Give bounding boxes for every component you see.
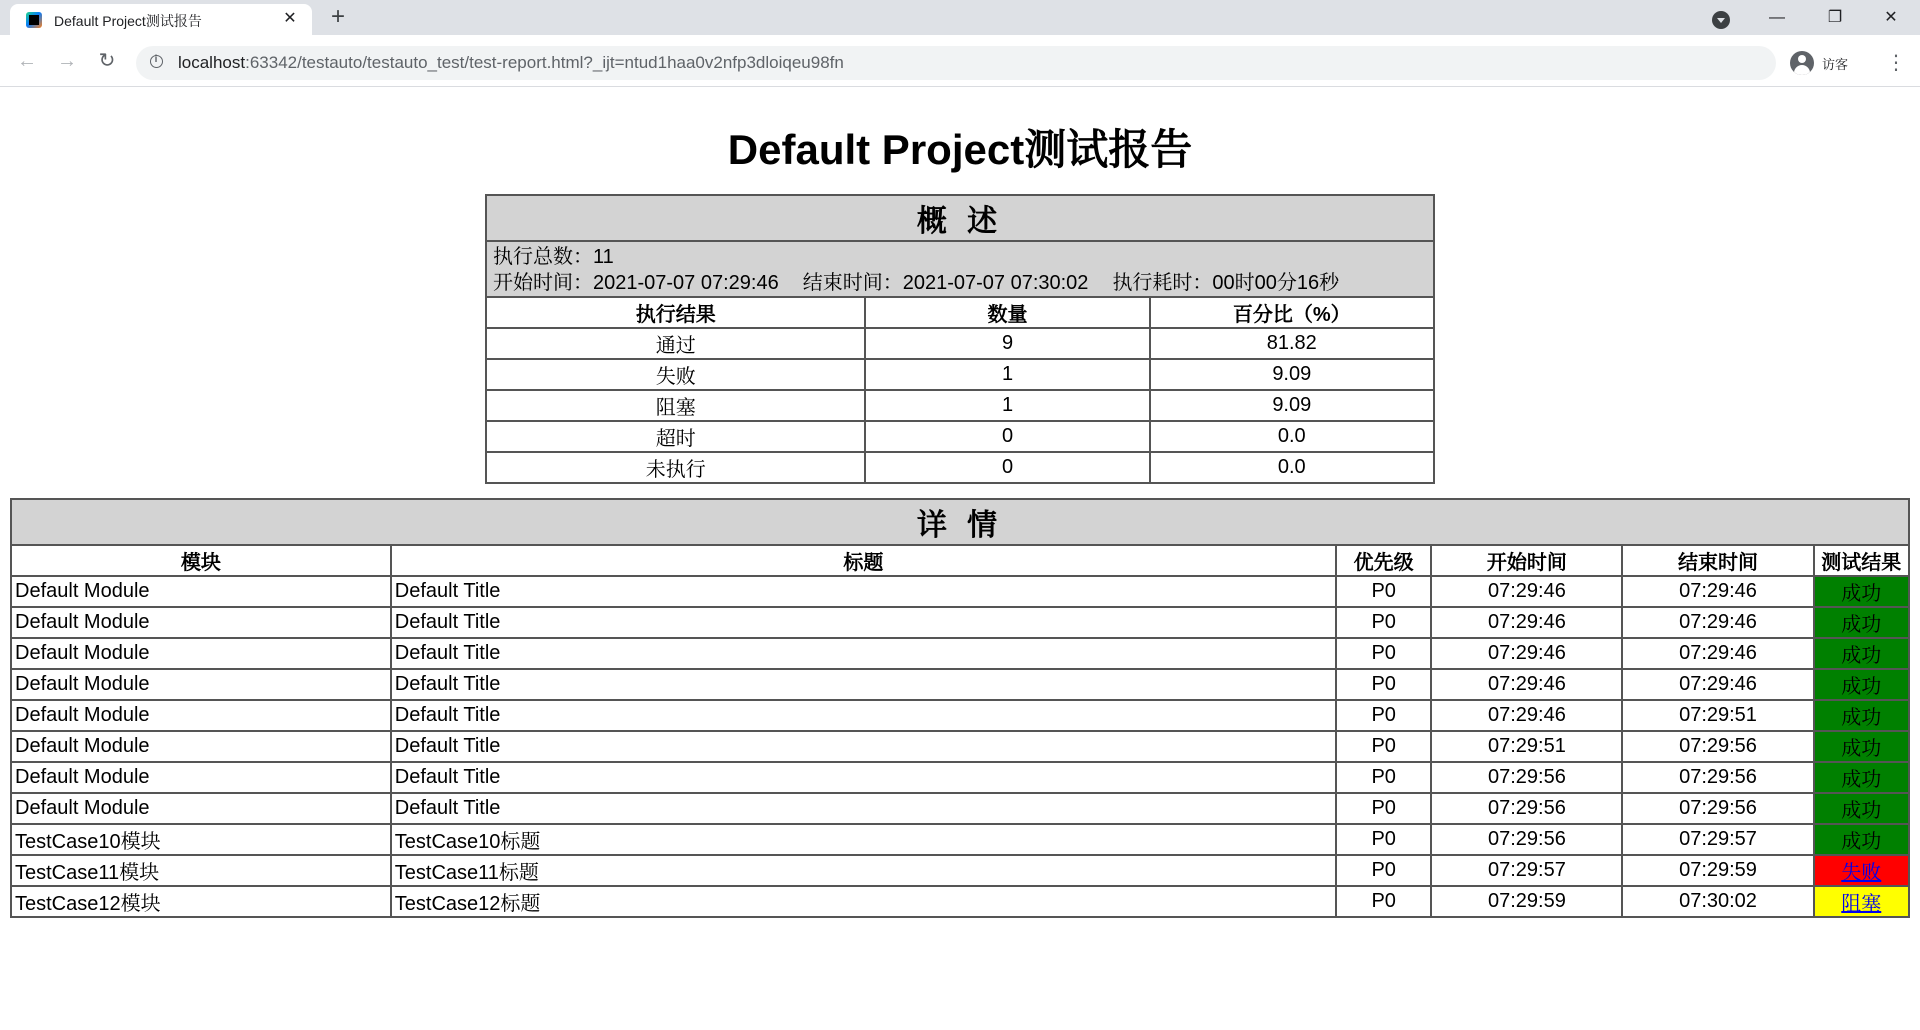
detail-priority: P0 [1336,824,1431,855]
detail-module: Default Module [11,669,391,700]
summary-header-result: 执行结果 [486,297,865,328]
detail-end-time: 07:29:46 [1622,576,1813,607]
detail-title: TestCase10标题 [391,824,1336,855]
minimize-button[interactable]: — [1769,9,1785,26]
summary-row [486,452,1434,483]
tab-strip [0,0,1920,35]
detail-result: 成功 [1814,638,1909,669]
restore-button[interactable]: ❐ [1827,9,1843,26]
report-title: Default Project测试报告 [727,126,1193,173]
detail-title: Default Title [391,700,1336,731]
detail-title: Default Title [391,638,1336,669]
detail-header-module: 模块 [11,545,391,576]
detail-priority: P0 [1336,855,1431,886]
close-tab-icon[interactable]: ✕ [283,10,297,27]
detail-row [11,824,1909,855]
detail-row [11,855,1909,886]
detail-module: Default Module [11,793,391,824]
detail-start-time: 07:29:46 [1431,638,1622,669]
summary-percent: 81.82 [1150,328,1434,359]
detail-result [1814,886,1909,917]
window-close-button[interactable]: ✕ [1884,9,1898,26]
detail-row [11,731,1909,762]
detail-row [11,576,1909,607]
detail-title: Default Title [391,731,1336,762]
detail-result: 成功 [1814,669,1909,700]
summary-count: 0 [865,452,1149,483]
detail-result: 成功 [1814,731,1909,762]
detail-end-time: 07:29:46 [1622,638,1813,669]
detail-title: Default Title [391,669,1336,700]
detail-start-time: 07:29:59 [1431,886,1622,917]
result-link[interactable]: 失败 [1841,862,1882,884]
summary-row [486,421,1434,452]
summary-table [485,194,1435,484]
detail-end-time: 07:29:56 [1622,731,1813,762]
new-tab-button[interactable]: + [330,3,345,30]
detail-module: Default Module [11,762,391,793]
summary-caption: 概 述 [486,195,1434,241]
detail-title: Default Title [391,762,1336,793]
detail-title: Default Title [391,793,1336,824]
detail-module: TestCase12模块 [11,886,391,917]
detail-priority: P0 [1336,886,1431,917]
end-time: 结束时间：2021-07-07 07:30:02 [802,272,1089,294]
summary-percent: 0.0 [1150,452,1434,483]
detail-result: 成功 [1814,824,1909,855]
detail-start-time: 07:29:56 [1431,824,1622,855]
summary-result: 失败 [486,359,865,390]
summary-percent: 9.09 [1150,359,1434,390]
detail-priority: P0 [1336,669,1431,700]
detail-end-time: 07:29:46 [1622,669,1813,700]
summary-percent: 9.09 [1150,390,1434,421]
pycharm-favicon-icon [26,12,42,28]
detail-header-priority: 优先级 [1336,545,1431,576]
summary-row [486,328,1434,359]
address-bar[interactable] [136,46,1776,80]
detail-title: TestCase12标题 [391,886,1336,917]
detail-result: 成功 [1814,607,1909,638]
detail-result: 成功 [1814,793,1909,824]
detail-end-time: 07:29:46 [1622,607,1813,638]
detail-header-result: 测试结果 [1814,545,1909,576]
detail-module: Default Module [11,700,391,731]
tab-search-icon[interactable] [1712,11,1730,29]
detail-module: TestCase10模块 [11,824,391,855]
detail-row [11,762,1909,793]
profile-label: 访客 [1822,57,1849,72]
detail-module: TestCase11模块 [11,855,391,886]
detail-priority: P0 [1336,731,1431,762]
summary-row [486,390,1434,421]
summary-meta [486,241,1434,297]
summary-row [486,359,1434,390]
site-info-icon[interactable] [150,55,163,68]
back-arrow-icon[interactable]: ← [17,50,37,72]
detail-start-time: 07:29:46 [1431,607,1622,638]
detail-title: Default Title [391,576,1336,607]
summary-count: 1 [865,359,1149,390]
detail-start-time: 07:29:46 [1431,576,1622,607]
detail-result: 成功 [1814,700,1909,731]
detail-title: TestCase11标题 [391,855,1336,886]
detail-header-end: 结束时间 [1622,545,1813,576]
detail-module: Default Module [11,731,391,762]
summary-count: 9 [865,328,1149,359]
detail-start-time: 07:29:56 [1431,793,1622,824]
profile-button[interactable] [1784,46,1862,80]
detail-row [11,669,1909,700]
detail-end-time: 07:29:57 [1622,824,1813,855]
url-text[interactable]: localhost:63342/testauto/testauto_test/test-report.html?_ijt=ntud1haa0v2nfp3dloiqeu98fn [178,53,844,72]
summary-result: 未执行 [486,452,865,483]
detail-start-time: 07:29:46 [1431,669,1622,700]
summary-header-count: 数量 [865,297,1149,328]
detail-end-time: 07:30:02 [1622,886,1813,917]
detail-row [11,793,1909,824]
duration: 执行耗时：00时00分16秒 [1112,272,1340,294]
detail-priority: P0 [1336,762,1431,793]
detail-row [11,607,1909,638]
detail-module: Default Module [11,607,391,638]
detail-header-start: 开始时间 [1431,545,1622,576]
summary-count: 1 [865,390,1149,421]
detail-start-time: 07:29:46 [1431,700,1622,731]
detail-end-time: 07:29:51 [1622,700,1813,731]
detail-end-time: 07:29:59 [1622,855,1813,886]
summary-count: 0 [865,421,1149,452]
detail-result: 成功 [1814,762,1909,793]
detail-start-time: 07:29:56 [1431,762,1622,793]
detail-result [1814,855,1909,886]
detail-start-time: 07:29:51 [1431,731,1622,762]
summary-result: 阻塞 [486,390,865,421]
tab-title: Default Project测试报告 [54,13,202,29]
detail-row [11,638,1909,669]
total-count: 执行总数：11 [493,246,614,268]
detail-start-time: 07:29:57 [1431,855,1622,886]
summary-result: 超时 [486,421,865,452]
detail-priority: P0 [1336,793,1431,824]
detail-title: Default Title [391,607,1336,638]
detail-table [10,498,1910,918]
result-link[interactable]: 阻塞 [1841,893,1882,915]
detail-end-time: 07:29:56 [1622,793,1813,824]
detail-priority: P0 [1336,576,1431,607]
detail-row [11,886,1909,917]
browser-tab[interactable] [10,4,312,35]
summary-header-percent: 百分比（%） [1150,297,1434,328]
guest-avatar-icon [1790,51,1814,75]
detail-priority: P0 [1336,700,1431,731]
forward-arrow-icon[interactable]: → [57,50,77,72]
more-menu-icon[interactable]: ⋮ [1886,52,1906,74]
browser-toolbar [0,35,1920,87]
reload-icon[interactable]: ↻ [98,50,116,72]
detail-end-time: 07:29:56 [1622,762,1813,793]
detail-row [11,700,1909,731]
summary-result: 通过 [486,328,865,359]
page-content [0,87,1920,1030]
detail-header-title: 标题 [391,545,1336,576]
detail-module: Default Module [11,638,391,669]
detail-result: 成功 [1814,576,1909,607]
detail-caption: 详 情 [11,499,1909,545]
start-time: 开始时间：2021-07-07 07:29:46 [493,272,779,294]
detail-priority: P0 [1336,607,1431,638]
detail-module: Default Module [11,576,391,607]
summary-percent: 0.0 [1150,421,1434,452]
detail-priority: P0 [1336,638,1431,669]
